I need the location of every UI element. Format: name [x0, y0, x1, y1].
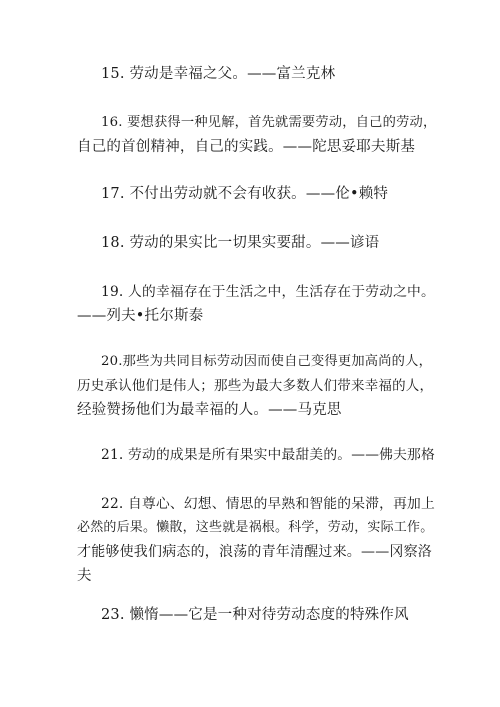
- quote-line: 自己的首创精神，自己的实践。——陀思妥耶夫斯基: [77, 139, 416, 155]
- quote-line: 夫: [77, 568, 92, 584]
- quote-line: 23. 懒惰——它是一种对待劳动态度的特殊作风: [101, 607, 409, 623]
- quote-line: 经验赞扬他们为最幸福的人。——马克思: [77, 402, 342, 418]
- quote-line: 才能够使我们病态的，浪荡的青年清醒过来。——冈察洛: [77, 544, 432, 560]
- quote-line: 必然的后果。懒散，这些就是祸根。科学，劳动，实际工作。: [77, 520, 434, 535]
- quote-20: [77, 350, 434, 422]
- quote-18: [77, 231, 429, 255]
- quote-line: 历史承认他们是伟人；那些为最大多数人们带来幸福的人，: [77, 378, 434, 394]
- quote-22: [77, 492, 435, 588]
- quote-line: 21. 劳动的成果是所有果实中最甜美的。——佛夫那格: [101, 447, 435, 463]
- quote-line: 17. 不付出劳动就不会有收获。——伦•赖特: [101, 186, 389, 202]
- quote-line: 19. 人的幸福存在于生活之中，生活存在于劳动之中。: [101, 284, 435, 300]
- quote-19: [77, 280, 435, 328]
- quote-line: ——列夫•托尔斯泰: [77, 308, 204, 324]
- quote-15: [77, 62, 429, 86]
- quote-21: [77, 443, 435, 467]
- quote-line: 18. 劳动的果实比一切果实要甜。——谚语: [101, 235, 380, 251]
- quote-line: 22. 自尊心、幻想、情思的早熟和智能的呆滞，再加上: [101, 496, 435, 512]
- quote-23: [77, 603, 429, 627]
- quote-line: 15. 劳动是幸福之父。——富兰克林: [101, 66, 336, 82]
- quote-16: [77, 111, 437, 159]
- quote-line: 20.那些为共同目标劳动因而使自己变得更加高尚的人，: [101, 354, 433, 369]
- quote-line: 16. 要想获得一种见解，首先就需要劳动，自己的劳动，: [101, 115, 437, 130]
- quote-17: [77, 182, 429, 206]
